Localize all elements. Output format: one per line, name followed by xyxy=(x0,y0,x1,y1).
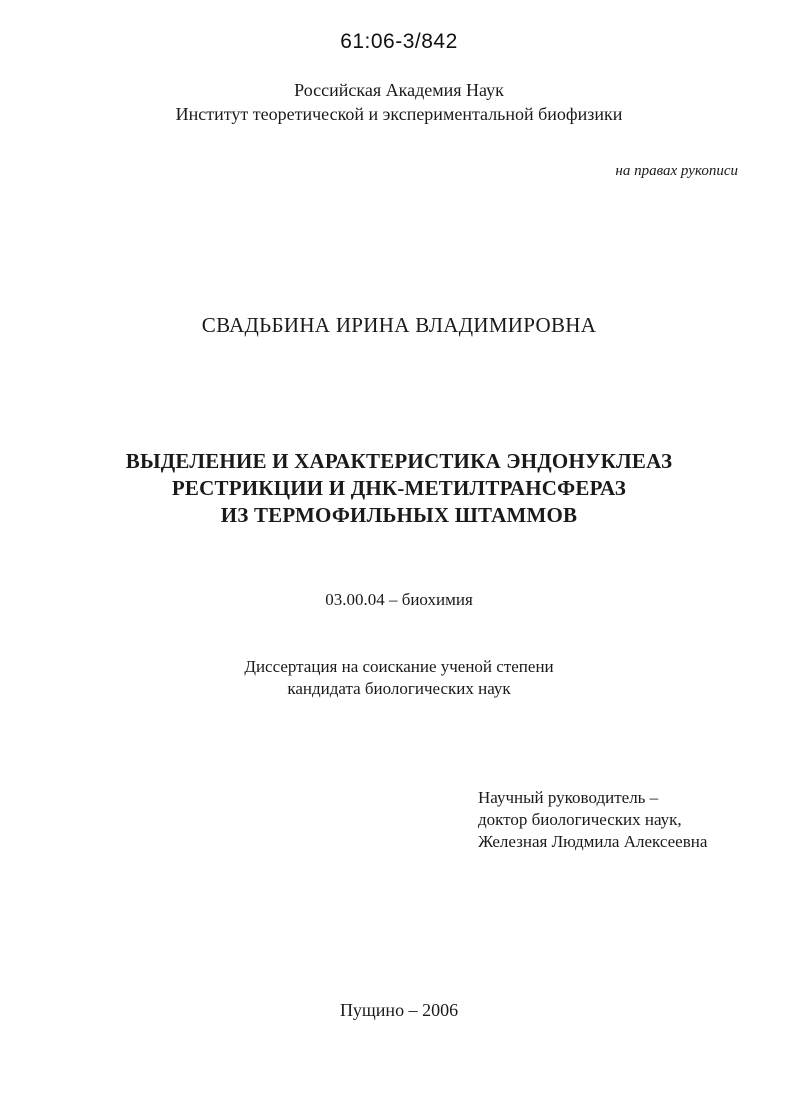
specialty-code: 03.00.04 – биохимия xyxy=(325,590,473,609)
title-line-2: РЕСТРИКЦИИ И ДНК-МЕТИЛТРАНСФЕРАЗ xyxy=(171,476,627,500)
title-line-1: ВЫДЕЛЕНИЕ И ХАРАКТЕРИСТИКА ЭНДОНУКЛЕАЗ xyxy=(125,449,673,473)
author-name: СВАДЬБИНА ИРИНА ВЛАДИМИРОВНА xyxy=(201,313,597,337)
institution-block xyxy=(0,78,798,126)
degree-line-1: Диссертация на соискание ученой степени xyxy=(244,657,554,676)
supervisor-block xyxy=(478,787,707,853)
supervisor-name: Железная Людмила Алексеевна xyxy=(478,832,708,851)
degree-line-2: кандидата биологических наук xyxy=(287,679,511,698)
dissertation-title xyxy=(0,448,798,529)
title-line-3: ИЗ ТЕРМОФИЛЬНЫХ ШТАММОВ xyxy=(220,503,578,527)
archive-stamp: 61:06-3/842 xyxy=(340,30,458,53)
manuscript-rights-note: на правах рукописи xyxy=(615,163,738,179)
city-year: Пущино – 2006 xyxy=(339,1000,459,1020)
institute-name: Институт теоретической и экспериментальной биофизики xyxy=(175,104,623,124)
supervisor-role: Научный руководитель – xyxy=(478,788,659,807)
academy-name: Российская Академия Наук xyxy=(294,80,504,100)
supervisor-degree: доктор биологических наук, xyxy=(478,810,682,829)
degree-block xyxy=(0,656,798,700)
